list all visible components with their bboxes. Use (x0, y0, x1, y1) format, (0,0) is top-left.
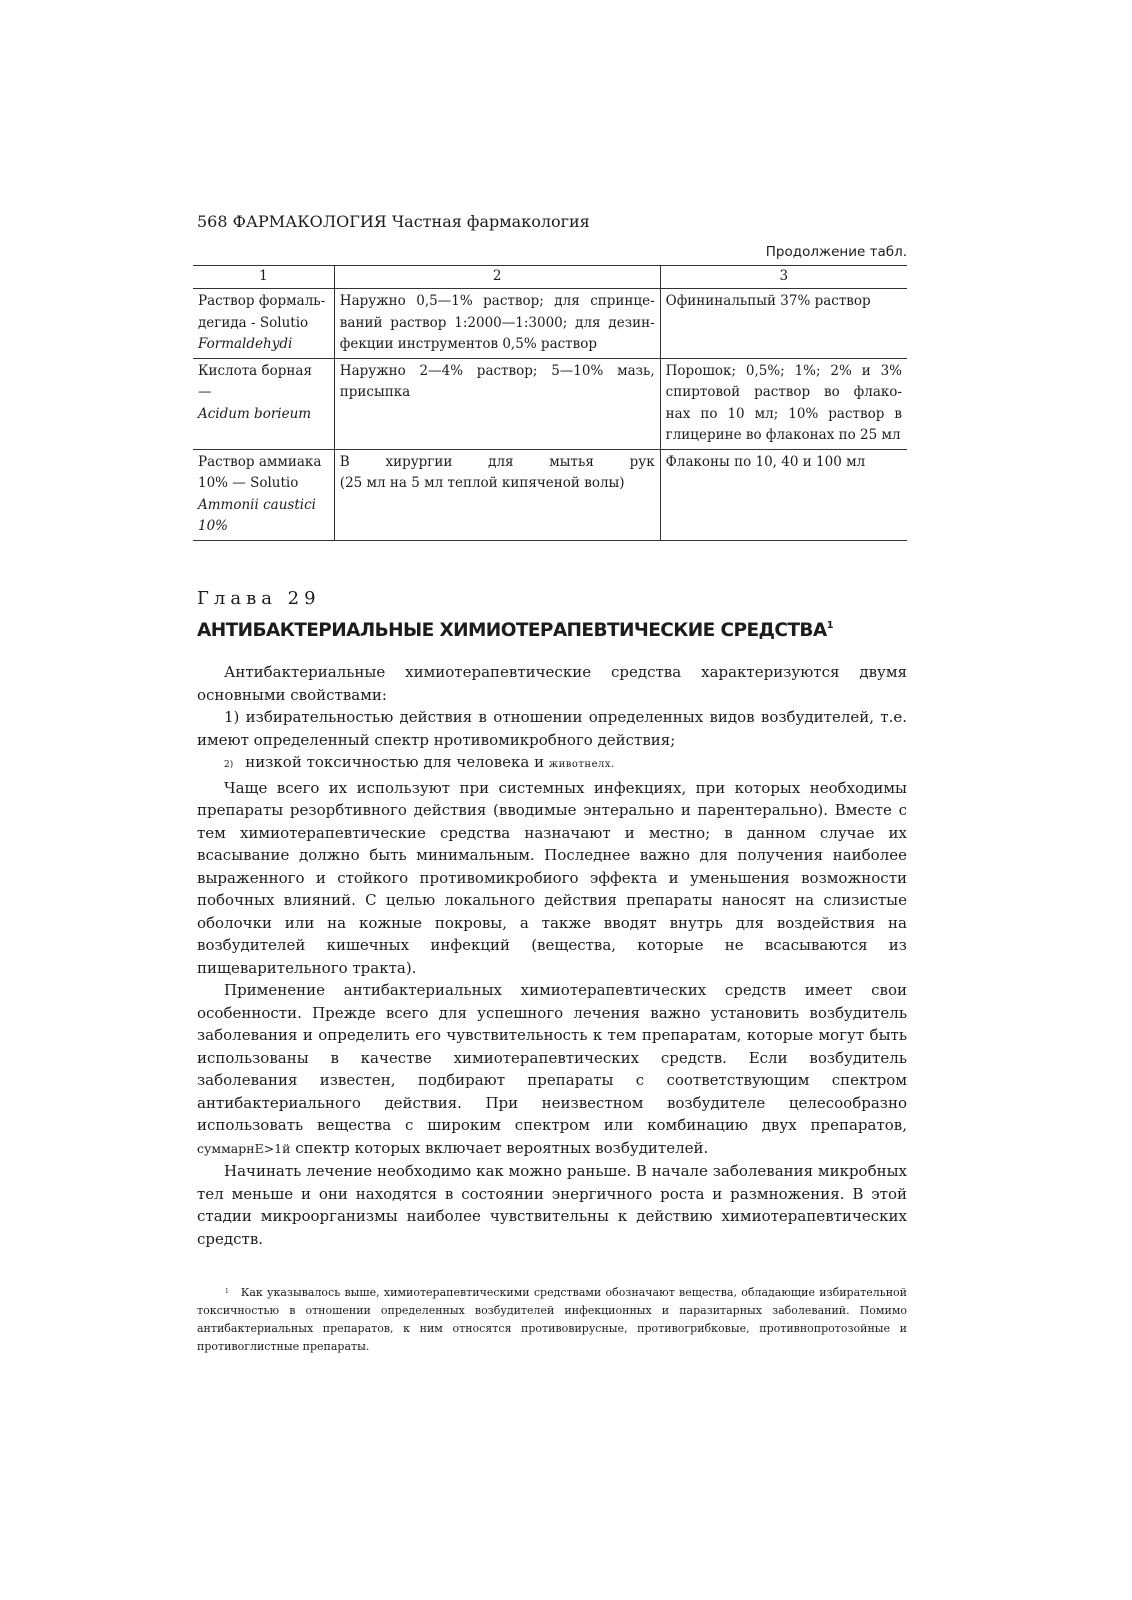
list-item-number: 2) (224, 760, 234, 770)
paragraph-text: спектр которых включает вероятных возбудителей. (295, 1138, 709, 1157)
table-header-row (193, 266, 907, 289)
preparation-name-cell (193, 358, 334, 449)
paragraph (197, 979, 907, 1160)
cell-line: дегида - Solutio (198, 314, 309, 331)
table-row (193, 289, 907, 359)
footnote-reference: 1 (826, 620, 834, 631)
cell-line: Офининальпый 37% раствор (665, 293, 871, 309)
cell-line: В хирургии для мытья рук (339, 453, 655, 470)
cell-line: (25 мл на 5 мл теплой кипяченой волы) (339, 475, 625, 491)
cell-line: 10% — Solutio (198, 475, 299, 491)
chapter-label: Глава 29 (197, 588, 321, 609)
application-cell (334, 289, 660, 359)
list-item-text-small: животнелх. (548, 759, 615, 770)
footnote-mark: 1 (225, 1288, 229, 1295)
application-cell (334, 449, 660, 540)
footnote (197, 1283, 907, 1356)
cell-line: Наружно 0,5—1% раствор; для спринце- (339, 293, 655, 309)
chapter-title-text: АНТИБАКТЕРИАЛЬНЫЕ ХИМИОТЕРАПЕВТИЧЕСКИЕ СРЕДСТВА (197, 620, 827, 641)
cell-line: присыпка (339, 384, 411, 400)
running-header: 568 ФАРМАКОЛОГИЯ Частная фармакология (197, 212, 590, 231)
cell-line: Раствор аммиака (198, 453, 322, 470)
paragraph-text-small: суммарнЕ>1й (197, 1140, 291, 1156)
table-row (193, 358, 907, 449)
cell-line: Formaldehydi (198, 336, 293, 352)
chapter-body (197, 661, 907, 1250)
footnote-text: Как указывалось выше, химиотерапевтическими средствами обозначают вещества, обладающие избирательной токсичностью в отношении определенных возбудителей инфекционных и паразитарных заболеваний. Помимо антибактериальных препаратов, к ним относятся противовирусные, противогрибковые, противнопротозойные и противоглистные препараты. (197, 1286, 907, 1353)
release-form-cell (660, 449, 907, 540)
column-header: 3 (660, 266, 907, 289)
application-cell (334, 358, 660, 449)
release-form-cell (660, 289, 907, 359)
list-item (197, 751, 907, 777)
column-header: 1 (193, 266, 334, 289)
cell-line: Флаконы по 10, 40 и 100 мл (665, 453, 866, 470)
cell-line: фекции инструментов 0,5% раствор (339, 336, 598, 352)
list-item: 1) избирательностью действия в отношении определенных видов возбудителей, т.е. имеют определенный спектр нротивомикробного действия; (197, 708, 907, 749)
intro-paragraph: Антибактериальные химиотерапевтические средства характеризуются двумя основными свойствами: (197, 663, 907, 704)
paragraph: Начинать лечение необходимо как можно раньше. В начале заболевания микробных тел меньше и они находятся в состоянии энергичного роста и размножения. В этой стадии микроорганизмы наиболее чувствительны к действию химиотерапевтических средств. (197, 1162, 907, 1248)
cell-line: спиртовой раствор во флако- (665, 384, 902, 400)
column-header: 2 (334, 266, 660, 289)
table-row (193, 449, 907, 540)
preparation-name-cell (193, 449, 334, 540)
paragraph: Чаще всего их используют при системных инфекциях, при которых необходимы препараты резорбтивного действия (вводимые энтерально и парентерально). Вместе с тем химиотерапевтические средства назначают и местно; в данном случае их всасывание должно быть минимальным. Последнее важно для получения наиболее выраженного и стойкого противомикробиого эффекта и уменьшения возможности побочных влияний. С целью локального действия препараты наносят на слизистые оболочки или на кожные покровы, а также вводят внутрь для воздействия на возбудителей кишечных инфекций (вещества, которые не всасываются из пищеварительного тракта). (197, 778, 907, 977)
paragraph-text: Применение антибактериальных химиотерапевтических средств имеет свои особенности. Прежде всего для успешного лечения важно установить возбудитель заболевания и определить его чувствительность к тем препаратам, которые могут быть использованы в качестве химиотерапевтических средств. Если возбудитель заболевания известен, подбирают препараты с соответствующим спектром антибактериального действия. При неизвестном возбудителе целесообразно использовать вещества с широким спектром или комбинацию двух препаратов, (197, 981, 907, 1134)
cell-line: Порошок; 0,5%; 1%; 2% и 3% (665, 362, 902, 379)
preparations-table (193, 265, 907, 541)
list-item-text: низкой токсичностью для человека и (245, 753, 545, 771)
cell-line: Ammonii caustici (198, 496, 316, 513)
cell-line: нах по 10 мл; 10% раствор в (665, 405, 902, 422)
table-body (193, 289, 907, 541)
cell-line: ваний раствор 1:2000—1:3000; для дезин- (339, 314, 655, 331)
cell-line: глицерине во флаконах по 25 мл (665, 427, 901, 443)
cell-line: 10% (198, 518, 229, 534)
cell-line: Acidum borieum (198, 405, 312, 422)
cell-line: Кислота борная — (198, 362, 312, 400)
release-form-cell (660, 358, 907, 449)
cell-line: Наружно 2—4% раствор; 5—10% мазь, (339, 362, 655, 379)
chapter-title (197, 620, 834, 641)
table-continuation-label: Продолжение табл. (765, 244, 907, 260)
preparation-name-cell (193, 289, 334, 359)
cell-line: Раствор формаль- (198, 293, 326, 309)
